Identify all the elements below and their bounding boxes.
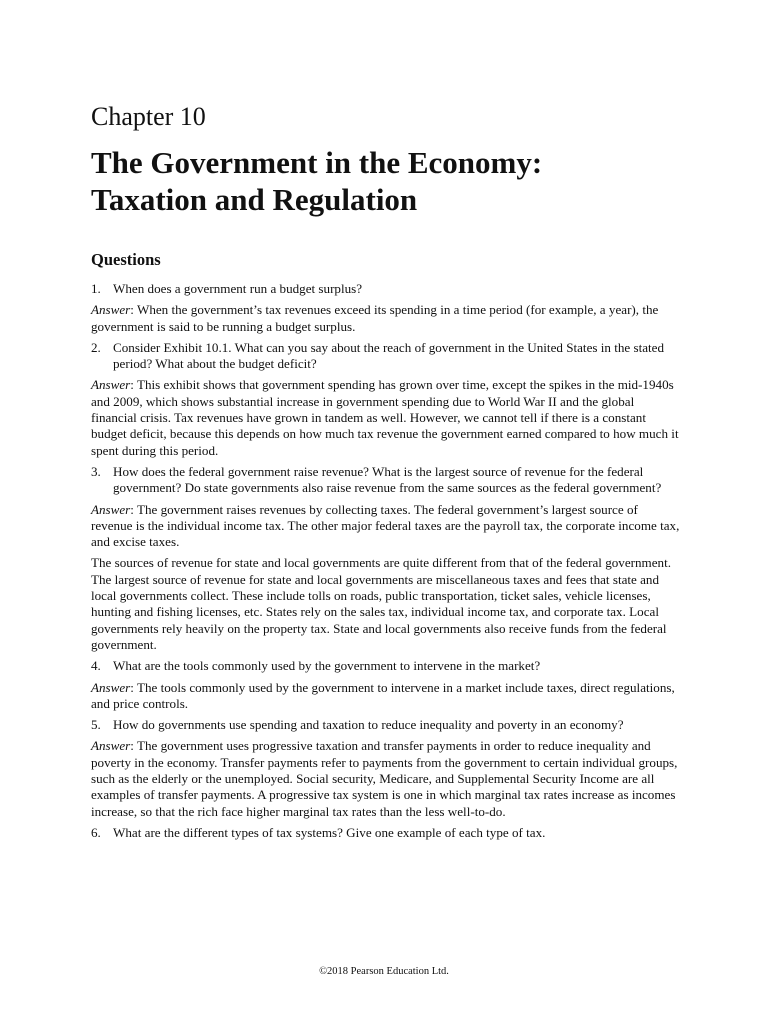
answer-label: Answer	[91, 377, 131, 393]
question-number: 1.	[91, 281, 101, 296]
question-text: What are the tools commonly used by the government to intervene in the market?	[113, 658, 541, 674]
answer-separator: :	[130, 679, 134, 695]
chapter-title-line-1: The Government in the Economy:	[91, 145, 543, 180]
question-1	[91, 281, 681, 297]
chapter-title-line-2: Taxation and Regulation	[91, 182, 418, 217]
question-number: 4.	[91, 658, 101, 674]
question-4	[91, 658, 681, 674]
answer-2	[91, 377, 681, 458]
answer-separator: :	[130, 738, 134, 754]
question-5	[91, 717, 681, 733]
chapter-title	[91, 144, 681, 218]
question-text: How does the federal government raise revenue? What is the largest source of revenue for the federal government? Do state governments also raise revenue from the same sources as the federal government?	[113, 463, 662, 496]
answer-separator: :	[130, 501, 134, 517]
answer-text: The government uses progressive taxation and transfer payments in order to reduce inequality and poverty in the economy. Transfer payments refer to payments from the government to certain individual groups, such as the elderly or the unemployed. Social security, Medicare, and Supplemental Security Income are all examples of transfer payments. A progressive tax system is one in which marginal tax rates increase as incomes increase, so that the rich face higher marginal tax rates than the less well-to-do.	[91, 738, 678, 819]
page-footer: ©2018 Pearson Education Ltd.	[319, 966, 449, 977]
answer-label: Answer	[91, 679, 131, 695]
question-number: 2.	[91, 339, 101, 355]
answer-5	[91, 738, 681, 819]
answer-text: This exhibit shows that government spending has grown over time, except the spikes in the mid-1940s and 2009, which shows substantial increase in government spending due to World War II and the global financial crisis. Tax revenues have grown in tandem as well. However, we cannot tell if there is a constant budget deficit, because this depends on how much tax revenue the government earned compared to how much it spent during this period.	[91, 377, 679, 458]
question-number: 3.	[91, 463, 101, 479]
answer-text: When the government’s tax revenues exceed its spending in a time period (for example, a year), the government is said to be running a budget surplus.	[91, 302, 659, 334]
question-text: When does a government run a budget surplus?	[113, 281, 363, 296]
answer-3-paragraph-2: The sources of revenue for state and local governments are quite different from that of the federal government. The largest source of revenue for state and local governments are miscellaneous taxes and fees that state and local governments collect. These include tolls on roads, public transportation, ticket sales, vehicle licenses, hunting and fishing licenses, etc. States rely on the sales tax, individual income tax, and corporate tax. Local governments rely heavily on the property tax. State and local governments also receive funds from the federal government.	[91, 555, 672, 652]
question-2	[91, 340, 681, 373]
question-number: 6.	[91, 824, 101, 840]
question-3	[91, 464, 681, 497]
question-text: What are the different types of tax systems? Give one example of each type of tax.	[113, 824, 546, 840]
question-text: Consider Exhibit 10.1. What can you say about the reach of government in the United States in the stated period? What about the budget deficit?	[113, 339, 665, 372]
answer-text: The tools commonly used by the government to intervene in a market include taxes, direct regulations, and price controls.	[91, 679, 675, 711]
questions-list	[91, 281, 681, 846]
question-number: 5.	[91, 717, 101, 733]
answer-separator: :	[130, 302, 134, 318]
answer-label: Answer	[91, 501, 131, 517]
answer-label: Answer	[91, 738, 131, 754]
answer-4	[91, 680, 681, 713]
answer-label: Answer	[91, 302, 131, 318]
section-heading: Questions	[91, 250, 161, 269]
answer-separator: :	[130, 377, 134, 393]
chapter-number: Chapter 10	[91, 102, 206, 131]
answer-1	[91, 302, 681, 335]
document-page	[91, 0, 681, 1024]
answer-text: The government raises revenues by collecting taxes. The federal government’s largest source of revenue is the individual income tax. The other major federal taxes are the payroll tax, the corporate income tax, and excise taxes.	[91, 501, 680, 550]
question-6	[91, 825, 681, 841]
answer-3	[91, 502, 681, 551]
question-text: How do governments use spending and taxation to reduce inequality and poverty in an economy?	[113, 717, 624, 733]
